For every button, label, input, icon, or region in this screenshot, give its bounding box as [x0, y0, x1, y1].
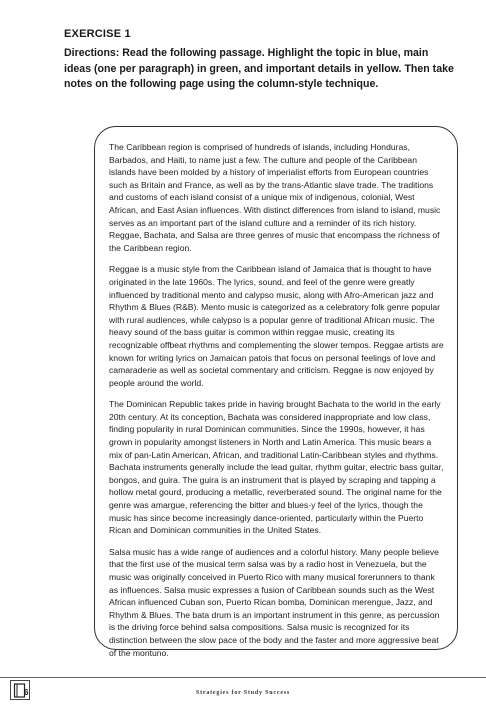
- exercise-title: EXERCISE 1: [64, 28, 131, 40]
- passage-paragraph-3: The Dominican Republic takes pride in having brought Bachata to the world in the early 20th century. At its conception, Bachata was considered inappropriate and low class, finding popularity in rural Dominican communities. Since the 1990s, however, it has grown in popularity amongst listeners in North and Latin America. This music bears a mix of pan-Latin American, African, and traditional Latin-Caribbean styles and rhythms. Bachata instruments generally include the lead guitar, rhythm guitar, electric bass guitar, bongos, and guira. The guira is an instrument that is played by scraping and tapping a hollow metal gourd, producing a metallic, reverberated sound. The original name for the genre was amargue, referencing the bitter and blues-y feel of the lyrics, though the music has since become increasingly dance-oriented, particularly within the Puerto Rican and Dominican communities in the United States.: [109, 399, 444, 536]
- passage-box: [94, 126, 458, 658]
- directions-text: Directions: Read the following passage. Highlight the topic in blue, main ideas (one per paragraph) in green, and important details in yellow. Then take notes on the following page using the column-style technique.: [64, 47, 454, 90]
- passage-paragraph-1: The Caribbean region is comprised of hundreds of islands, including Honduras, Barbados, and Haiti, to name just a few. The culture and people of the Caribbean islands have been molded by a history of imperialist efforts from European countries such as Britain and France, as well as by the trans-Atlantic slave trade. The traditions and customs of each island consist of a unique mix of indigenous, colonial, West African, and East Asian influences. With distinct differences from island to island, music serves as an important part of the island culture and a reminder of its rich history. Reggae, Bachata, and Salsa are three genres of music that encompass the richness of the Caribbean region.: [109, 142, 441, 253]
- page-number: 6: [24, 688, 29, 697]
- passage-paragraph-4: Salsa music has a wide range of audiences and a colorful history. Many people believe that the first use of the musical term salsa was by a radio host in Venezuela, but the music was originally conceived in Puerto Rico with many musical forerunners to thank as influences. Salsa music expresses a fusion of Caribbean sounds such as the West African influenced Cuban son, Puerto Rican bomba, Dominican merengue, Jazz, and Rhythm & Blues. The bata drum is an important instrument in this genre, as percussion is the driving force behind salsa compositions. Salsa music is recognized for its distinction between the slow pace of the body and the faster and more aggressive beat of the montuno.: [109, 546, 440, 658]
- footer-divider: [0, 677, 486, 678]
- footer-book-title: Strategies for Study Success: [195, 690, 291, 696]
- passage-paragraph-2: Reggae is a music style from the Caribbean island of Jamaica that is thought to have originated in the late 1960s. The lyrics, sound, and feel of the genre were greatly influenced by traditional mento and calypso music, along with Afro-American jazz and Rhythm & Blues (R&B). Mento music is categorized as a celebratory folk genre popular with rural audiences, while calypso is a popular genre of traditional African music. The heavy sound of the bass guitar is common within reggae music, creating its recognizable offbeat rhythms and complementing the slower tempos. Reggae artists are known for writing lyrics on Jamaican patois that focus on personal feelings of love and camaraderie as well as societal commentary and criticism. Reggae is now enjoyed by people around the world.: [109, 264, 444, 388]
